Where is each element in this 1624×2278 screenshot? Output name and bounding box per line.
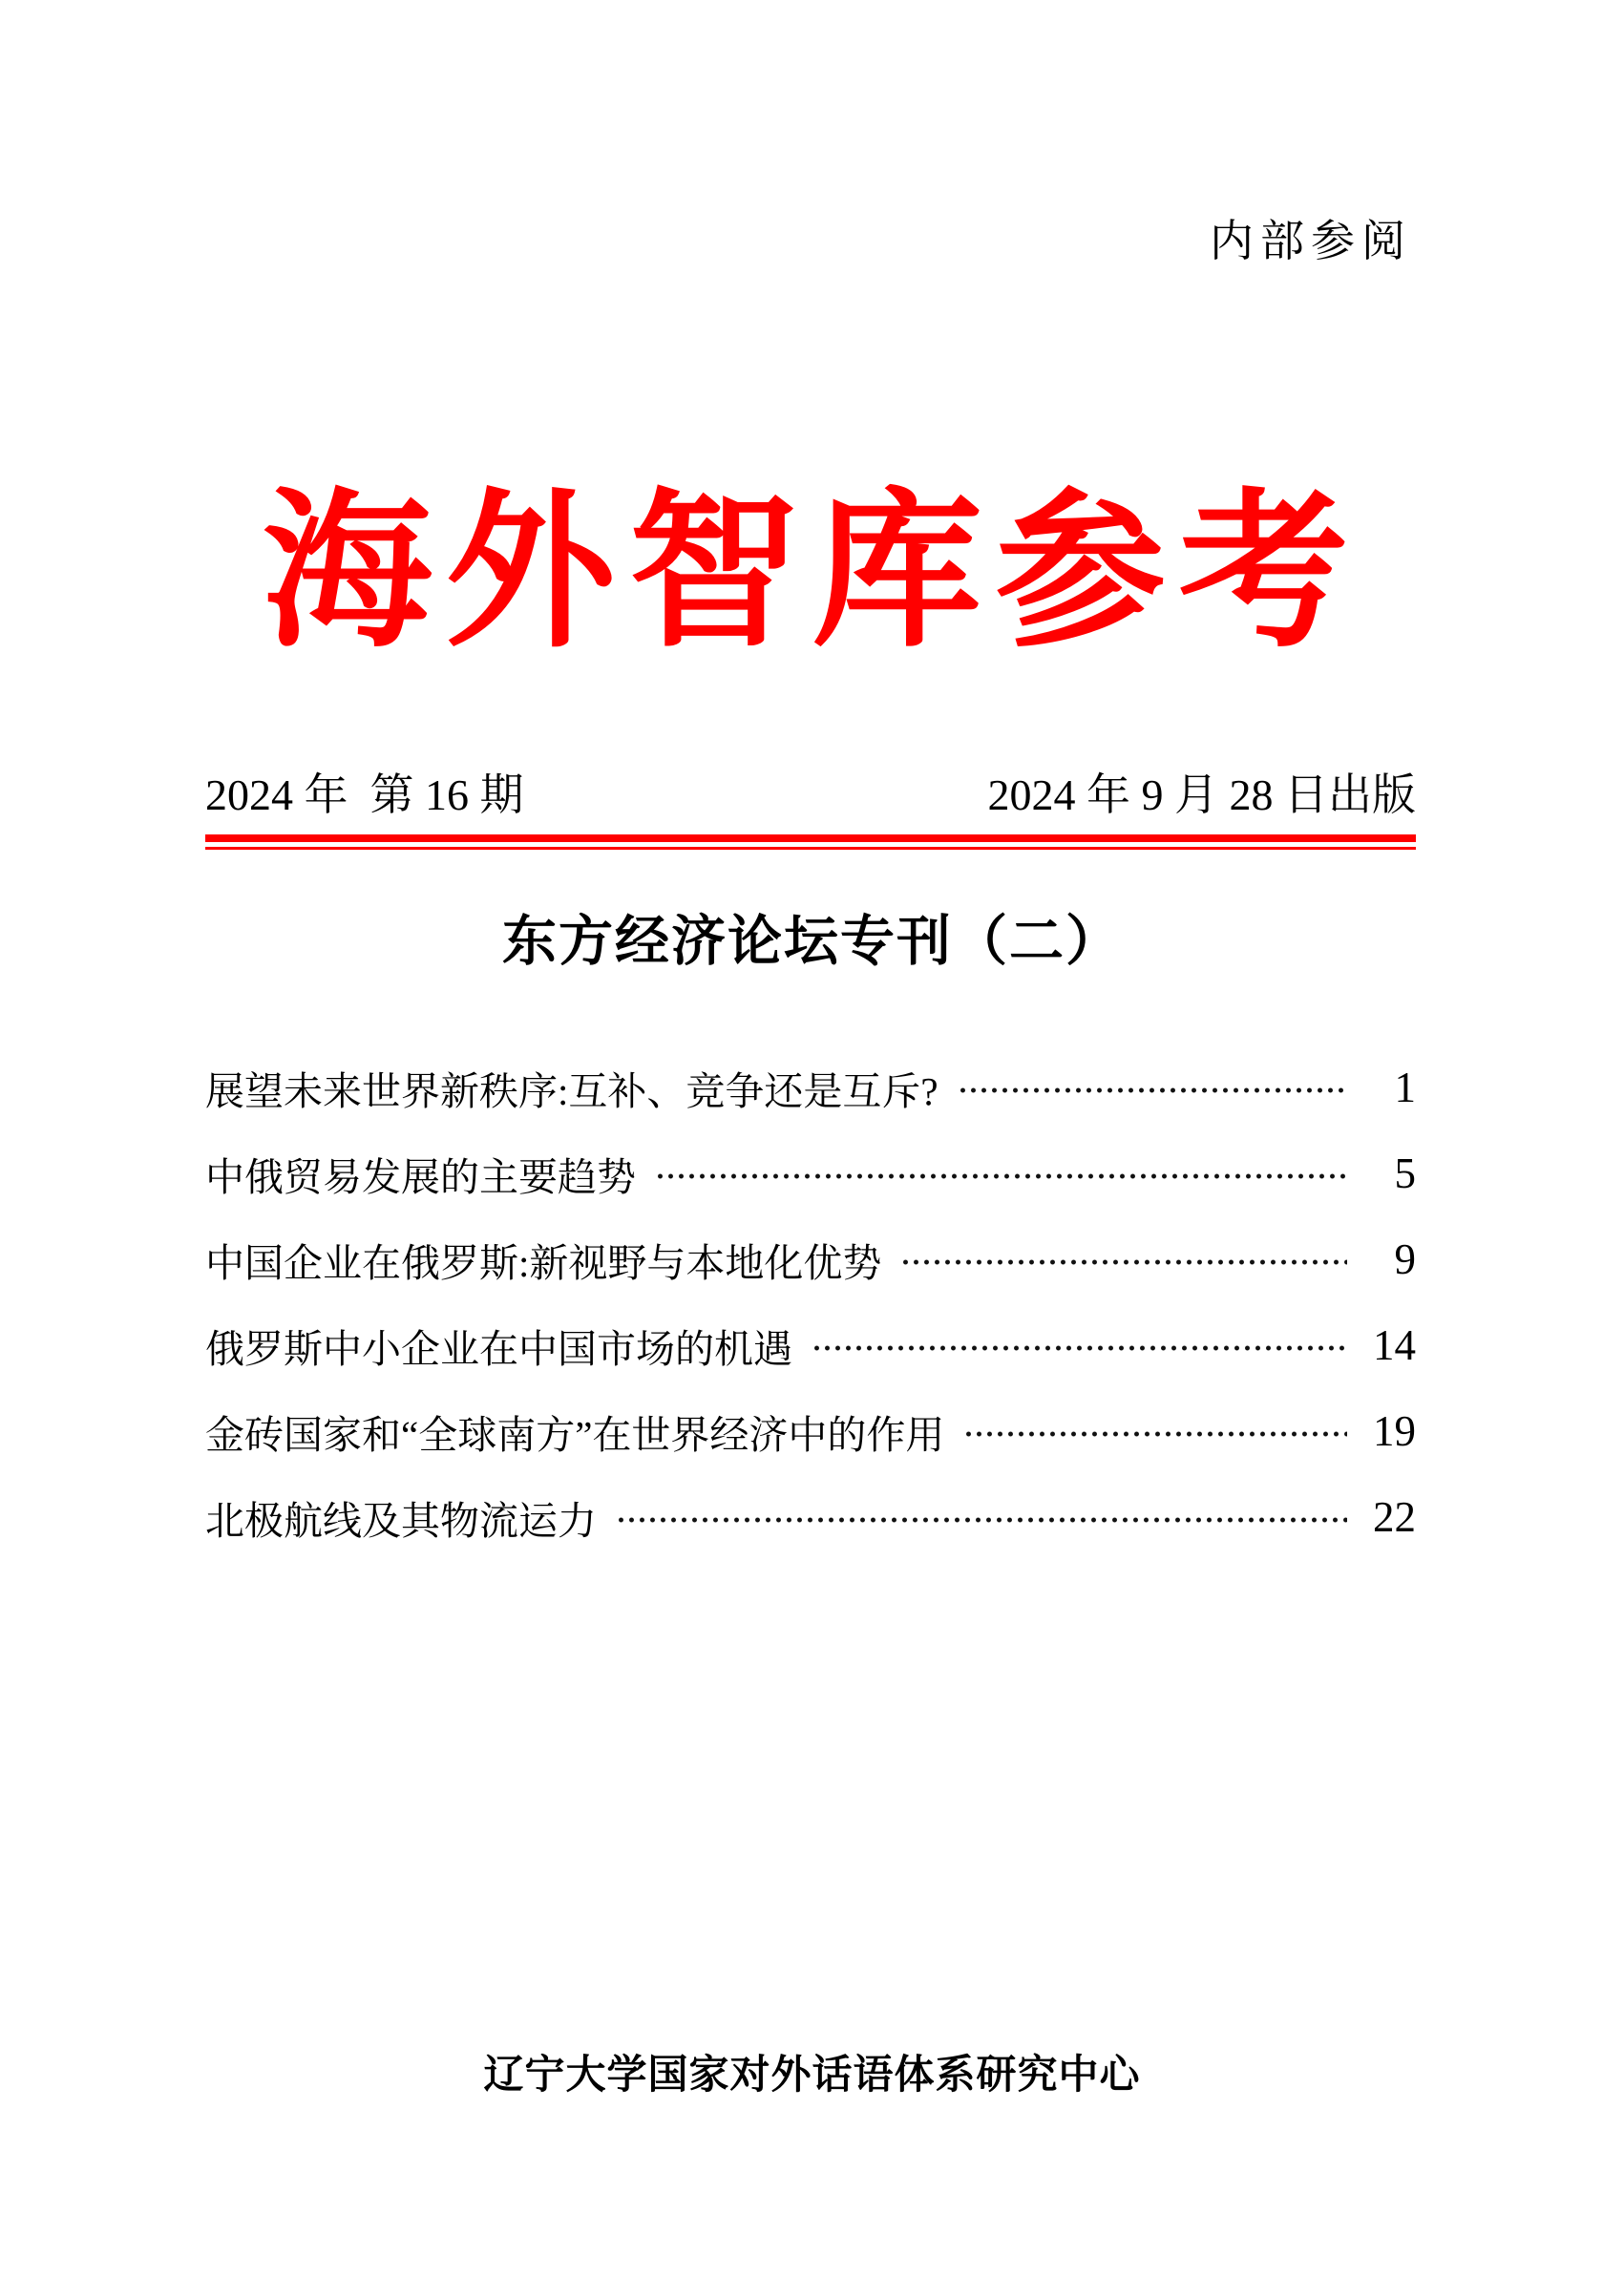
toc-entry-title: 北极航线及其物流运力 bbox=[205, 1498, 597, 1543]
special-issue-title: 东方经济论坛专刊（二） bbox=[502, 911, 1122, 972]
toc-entry-title: 展望未来世界新秩序:互补、竞争还是互斥? bbox=[205, 1068, 939, 1113]
dot-leader bbox=[655, 1173, 1347, 1179]
toc-entry bbox=[205, 1044, 1416, 1130]
issue-number: 2024 年 第 16 期 bbox=[205, 770, 524, 819]
double-red-rule bbox=[205, 834, 1416, 850]
rule-thick bbox=[205, 834, 1416, 842]
toc-entry bbox=[205, 1130, 1416, 1216]
publish-date: 2024 年 9 月 28 日出版 bbox=[987, 770, 1416, 819]
toc-entry-title: 俄罗斯中小企业在中国市场的机遇 bbox=[205, 1326, 792, 1371]
toc-entry-page: 1 bbox=[1394, 1064, 1416, 1111]
classification-label: 内部参阅 bbox=[1210, 217, 1412, 265]
toc-entry-page: 19 bbox=[1373, 1407, 1416, 1455]
dot-leader bbox=[963, 1431, 1347, 1437]
toc-entry-page: 9 bbox=[1394, 1235, 1416, 1283]
issue-line bbox=[205, 771, 1416, 820]
toc-entry bbox=[205, 1302, 1416, 1388]
toc-entry-title: 中国企业在俄罗斯:新视野与本地化优势 bbox=[205, 1240, 882, 1285]
toc-entry-title: 中俄贸易发展的主要趋势 bbox=[205, 1154, 636, 1199]
toc-entry-page: 5 bbox=[1394, 1150, 1416, 1197]
toc-entry bbox=[205, 1388, 1416, 1474]
toc-entry bbox=[205, 1216, 1416, 1302]
dot-leader bbox=[812, 1345, 1347, 1351]
toc-entry-page: 14 bbox=[1373, 1321, 1416, 1369]
toc-entry-title: 金砖国家和“全球南方”在世界经济中的作用 bbox=[205, 1412, 945, 1457]
publisher-name: 辽宁大学国家对外话语体系研究中心 bbox=[483, 2052, 1141, 2097]
toc-entry bbox=[205, 1474, 1416, 1560]
dot-leader bbox=[958, 1087, 1347, 1093]
table-of-contents bbox=[205, 1044, 1416, 1560]
toc-entry-page: 22 bbox=[1373, 1493, 1416, 1541]
dot-leader bbox=[900, 1259, 1347, 1265]
dot-leader bbox=[616, 1517, 1347, 1523]
publication-title: 海外智库参考 bbox=[262, 478, 1362, 667]
rule-thin bbox=[205, 847, 1416, 850]
